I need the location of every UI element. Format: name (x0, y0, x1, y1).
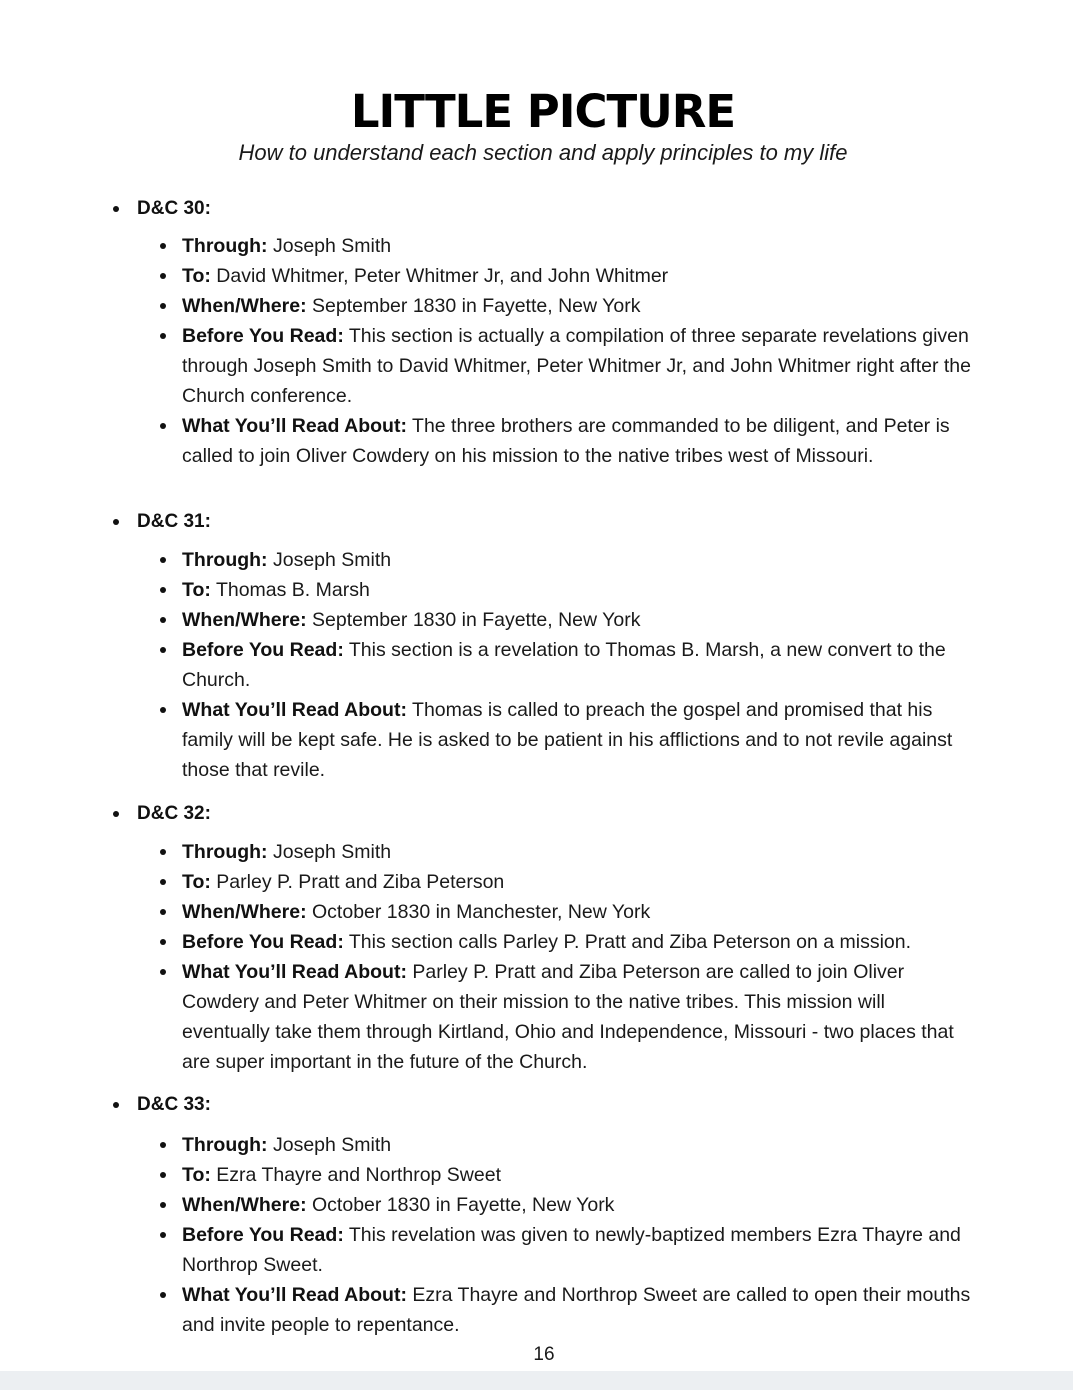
detail-through (182, 231, 972, 261)
detail-value: Parley P. Pratt and Ziba Peterson are called to join Oliver Cowdery and Peter Whitmer on their mission to the native tribes. This mission will eventually take them through Kirtland, Ohio and Independence, Missouri - two places that are super important in the future of the Church. (182, 961, 954, 1073)
detail-label: What You’ll Read About: (182, 961, 407, 983)
detail-label: Through: (182, 841, 268, 863)
detail-label: When/Where: (182, 1194, 307, 1216)
detail-value: Thomas is called to preach the gospel and promised that his family will be kept safe. He is asked to be patient in his afflictions and to not revile against those that revile. (182, 699, 953, 781)
detail-value: This revelation was given to newly-baptized members Ezra Thayre and Northrop Sweet. (182, 1224, 961, 1276)
detail-what-youll-read (182, 957, 972, 1077)
detail-value: Joseph Smith (267, 235, 392, 257)
detail-value: This section is actually a compilation of three separate revelations given through Joseph Smith to David Whitmer, Peter Whitmer Jr, and John Whitmer right after the Church conference. (182, 325, 971, 407)
detail-label: To: (182, 1164, 211, 1186)
detail-value: Joseph Smith (267, 841, 392, 863)
detail-label: Before You Read: (182, 1224, 344, 1246)
detail-value: Parley P. Pratt and Ziba Peterson (210, 871, 505, 893)
detail-value: Joseph Smith (267, 549, 392, 571)
detail-through (182, 837, 972, 867)
section-details (182, 231, 972, 471)
detail-before-you-read (182, 927, 972, 957)
detail-to (182, 575, 972, 605)
detail-what-youll-read (182, 695, 972, 785)
detail-label: What You’ll Read About: (182, 1284, 407, 1306)
detail-value: October 1830 in Manchester, New York (306, 901, 651, 923)
detail-label: What You’ll Read About: (182, 415, 407, 437)
detail-before-you-read (182, 635, 972, 695)
detail-value: October 1830 in Fayette, New York (306, 1194, 615, 1216)
detail-label: Through: (182, 1134, 268, 1156)
detail-through (182, 1130, 972, 1160)
detail-label: Before You Read: (182, 639, 344, 661)
detail-label: Through: (182, 235, 268, 257)
detail-value: September 1830 in Fayette, New York (306, 609, 641, 631)
detail-through (182, 545, 972, 575)
page-title: LITTLE PICTURE (350, 85, 736, 138)
detail-value: Joseph Smith (267, 1134, 392, 1156)
viewer-bottom-bar (0, 1371, 1073, 1390)
detail-what-youll-read (182, 411, 972, 471)
section-details (182, 545, 972, 785)
detail-before-you-read (182, 1220, 972, 1280)
detail-label: When/Where: (182, 609, 307, 631)
detail-before-you-read (182, 321, 972, 411)
section-heading: D&C 33: (137, 1092, 211, 1118)
detail-label: Before You Read: (182, 325, 344, 347)
detail-value: September 1830 in Fayette, New York (306, 295, 641, 317)
detail-label: Through: (182, 549, 268, 571)
page-subtitle: How to understand each section and apply principles to my life (238, 140, 848, 165)
detail-label: Before You Read: (182, 931, 344, 953)
detail-value: Ezra Thayre and Northrop Sweet are called to open their mouths and invite people to repentance. (182, 1284, 971, 1336)
detail-value: Thomas B. Marsh (210, 579, 370, 601)
detail-value: This section is a revelation to Thomas B. Marsh, a new convert to the Church. (182, 639, 946, 691)
detail-to (182, 1160, 972, 1190)
section-heading: D&C 32: (137, 801, 211, 827)
detail-value: This section calls Parley P. Pratt and Ziba Peterson on a mission. (343, 931, 912, 953)
detail-when-where (182, 897, 972, 927)
section-details (182, 1130, 972, 1340)
detail-to (182, 867, 972, 897)
detail-when-where (182, 1190, 972, 1220)
detail-when-where (182, 605, 972, 635)
section-heading: D&C 30: (137, 196, 211, 222)
detail-value: Ezra Thayre and Northrop Sweet (210, 1164, 501, 1186)
detail-label: To: (182, 579, 211, 601)
detail-to (182, 261, 972, 291)
detail-value: The three brothers are commanded to be diligent, and Peter is called to join Oliver Cowdery on his mission to the native tribes west of Missouri. (182, 415, 950, 467)
section-heading: D&C 31: (137, 509, 211, 535)
detail-label: When/Where: (182, 295, 307, 317)
detail-when-where (182, 291, 972, 321)
detail-what-youll-read (182, 1280, 972, 1340)
detail-label: To: (182, 265, 211, 287)
detail-value: David Whitmer, Peter Whitmer Jr, and John Whitmer (210, 265, 669, 287)
section-details (182, 837, 972, 1077)
detail-label: To: (182, 871, 211, 893)
detail-label: When/Where: (182, 901, 307, 923)
detail-label: What You’ll Read About: (182, 699, 407, 721)
page-number: 16 (533, 1344, 555, 1365)
